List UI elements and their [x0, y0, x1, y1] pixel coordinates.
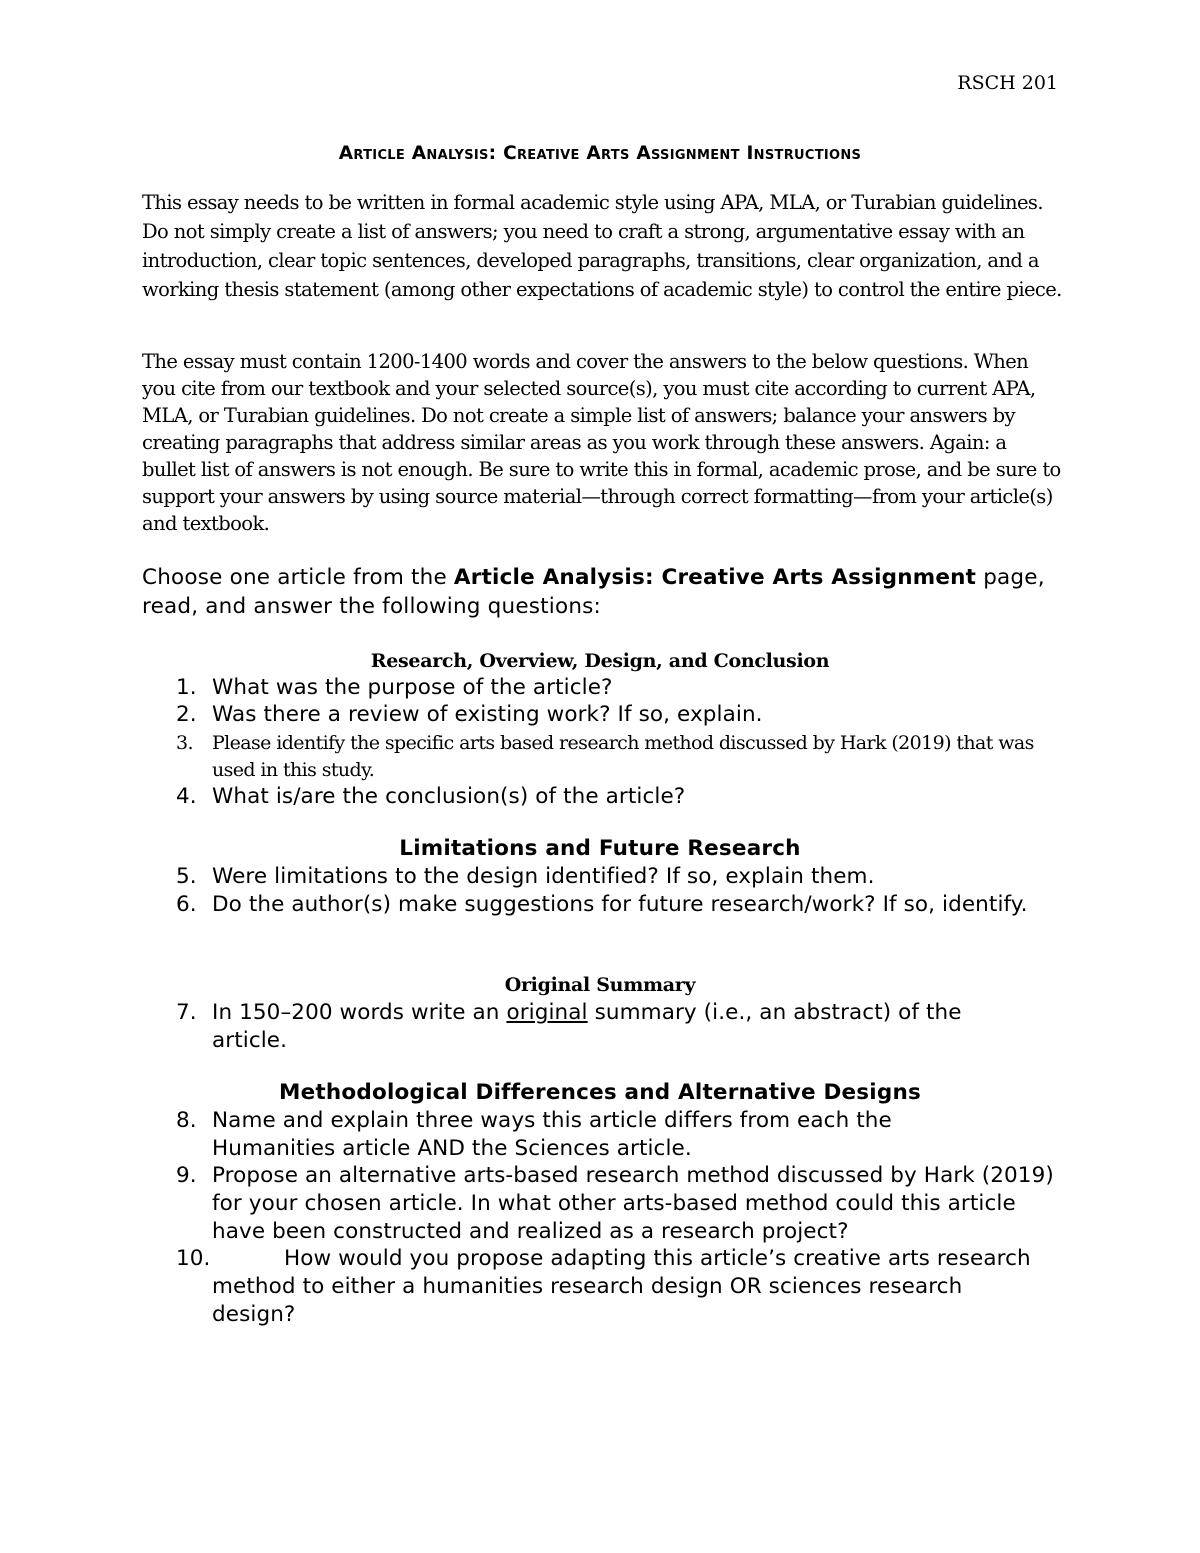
- question-text: Name and explain three ways this article differs from each the Humanities article AND the Sciences article.: [212, 1108, 892, 1161]
- section-heading-summary: Original Summary: [504, 974, 696, 996]
- question-number: 7.: [176, 1000, 197, 1025]
- question-text: Was there a review of existing work? If so, explain.: [212, 702, 763, 727]
- question-text-after: summary (i.e., an abstract) of the article.: [212, 1000, 962, 1053]
- question-text: What was the purpose of the article?: [212, 675, 613, 700]
- section-heading-methodological: Methodological Differences and Alternative Designs: [279, 1080, 921, 1105]
- underlined-word: original: [506, 1000, 588, 1025]
- question-text: Propose an alternative arts-based research method discussed by Hark (2019) for your chosen article. In what other arts-based method could this article have been constructed and realized as a research project?: [212, 1163, 1054, 1244]
- question-number: 6.: [176, 892, 197, 917]
- question-text: How would you propose adapting this article’s creative arts research method to either a humanities research design OR sciences research design?: [212, 1246, 1031, 1327]
- question-text: Were limitations to the design identified? If so, explain them.: [212, 864, 875, 889]
- question-number: 8.: [176, 1108, 197, 1133]
- choose-text-before: Choose one article from the: [142, 565, 454, 590]
- section-heading-research: Research, Overview, Design, and Conclusion: [370, 650, 830, 672]
- question-text: Please identify the specific arts based research method discussed by Hark (2019) that was used in this study.: [212, 732, 1034, 781]
- question-text: Do the author(s) make suggestions for future research/work? If so, identify.: [212, 892, 1028, 917]
- section-heading-limitations: Limitations and Future Research: [399, 836, 801, 861]
- question-number: 1.: [176, 675, 197, 700]
- choose-text-after: page, read, and answer the following questions:: [142, 565, 1045, 619]
- question-text: What is/are the conclusion(s) of the article?: [212, 784, 686, 809]
- question-number: 2.: [176, 702, 197, 727]
- question-text: [212, 999, 1042, 1055]
- intro-paragraph-1: This essay needs to be written in formal academic style using APA, MLA, or Turabian guidelines. Do not simply create a list of answers; you need to craft a strong, argumentative essay with an introduction, clear topic sentences, developed paragraphs, transitions, clear organization, and a working thesis statement (among other expectations of academic style) to control the entire piece.: [142, 191, 1062, 301]
- course-code: RSCH 201: [957, 72, 1058, 94]
- question-number: 3.: [176, 732, 193, 754]
- choose-assignment-name: Article Analysis: Creative Arts Assignment: [453, 565, 977, 590]
- question-number: 9.: [176, 1163, 197, 1188]
- page-title: Article Analysis: Creative Arts Assignment Instructions: [338, 143, 862, 164]
- choose-instruction: [142, 563, 1062, 621]
- question-number: 10.: [176, 1246, 211, 1271]
- intro-paragraph-2: The essay must contain 1200-1400 words and cover the answers to the below questions. When you cite from our textbook and your selected source(s), you must cite according to current APA, MLA, or Turabian guidelines. Do not create a simple list of answers; balance your answers by creating paragraphs that address similar areas as you work through these answers. Again: a bullet list of answers is not enough. Be sure to write this in formal, academic prose, and be sure to support your answers by using source material—through correct formatting—from your article(s) and textbook.: [142, 350, 1061, 535]
- question-text-before: In 150–200 words write an: [212, 1000, 507, 1025]
- question-number: 5.: [176, 864, 197, 889]
- question-number: 4.: [176, 784, 197, 809]
